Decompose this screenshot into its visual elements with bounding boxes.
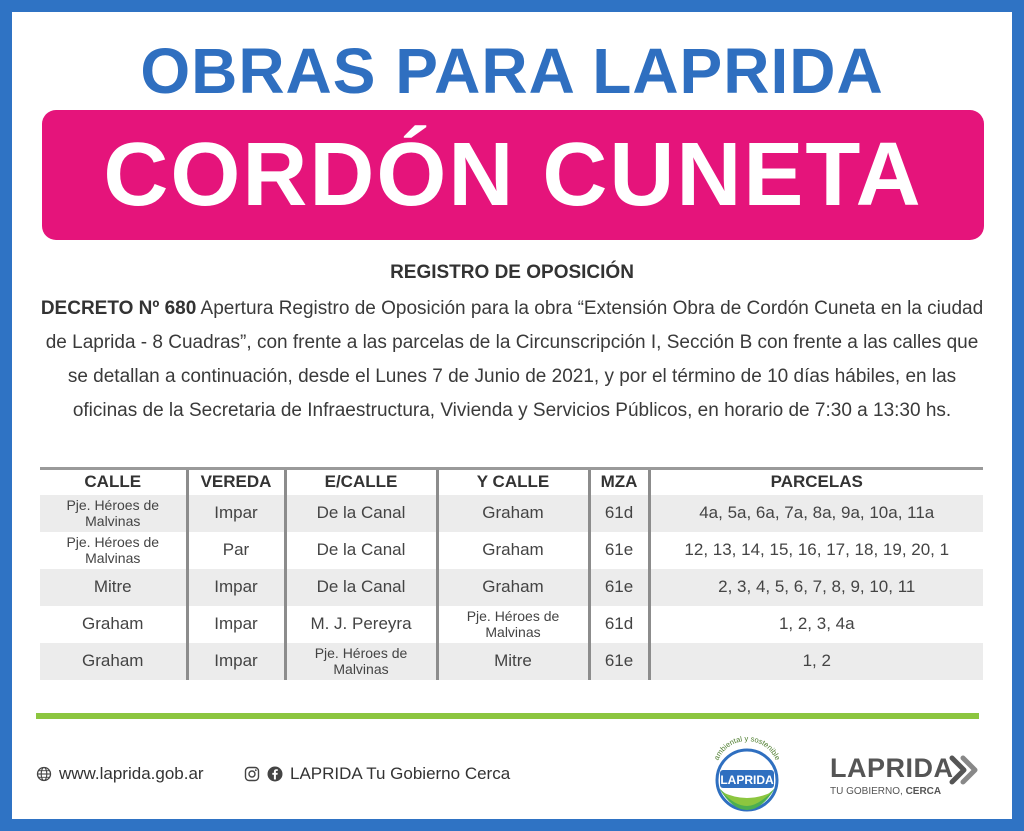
table-cell: Impar xyxy=(187,643,285,680)
title-banner xyxy=(42,110,984,240)
header-parcelas: PARCELAS xyxy=(649,469,983,495)
logo-text: LAPRIDA xyxy=(720,773,774,787)
laprida-brand xyxy=(830,753,980,803)
table-cell: 61e xyxy=(589,569,649,606)
brand-tagline xyxy=(830,786,941,797)
section-title: REGISTRO DE OPOSICIÓN xyxy=(390,262,634,283)
table-cell: Graham xyxy=(40,606,187,643)
table-cell: 1, 2, 3, 4a xyxy=(649,606,983,643)
table-cell: 61d xyxy=(589,495,649,532)
logo-arc-textpath: ambiental y sostenible xyxy=(711,733,783,762)
decreto-label: DECRETO Nº 680 xyxy=(40,298,197,319)
table-cell: De la Canal xyxy=(285,495,437,532)
poster xyxy=(12,12,1012,819)
page-title: OBRAS PARA LAPRIDA xyxy=(140,35,884,107)
brand-tagline-part: TU GOBIERNO, xyxy=(830,786,906,797)
table-cell: Mitre xyxy=(437,643,589,680)
table-cell: De la Canal xyxy=(285,569,437,606)
table-cell: 12, 13, 14, 15, 16, 17, 18, 19, 20, 1 xyxy=(649,532,983,569)
table-cell: Graham xyxy=(437,532,589,569)
table-cell: Graham xyxy=(40,643,187,680)
table-cell: 61e xyxy=(589,532,649,569)
table-row xyxy=(40,606,983,643)
facebook-icon[interactable] xyxy=(267,766,283,782)
divider xyxy=(36,713,979,719)
table-cell: 1, 2 xyxy=(649,643,983,680)
header-entre-calle: E/CALLE xyxy=(285,469,437,495)
announcement-body: Apertura Registro de Oposición para la obra “Extensión Obra de Cordón Cuneta en la ciudad de Laprida - 8 Cuadras”, con frente a las parcelas de la Circunscripción I, Sección B con frente a las calles que se detallan a continuación, desde el Lunes 7 de Junio de 2021, y por el término de 10 días hábiles, en las oficinas de la Secretaria de Infraestructura, Vivienda y Servicios Públicos, en horario de 7:30 a 13:30 hs. xyxy=(45,298,984,421)
table-cell: Graham xyxy=(437,569,589,606)
website-text: www.laprida.gob.ar xyxy=(59,764,204,783)
table-cell: Graham xyxy=(437,495,589,532)
laprida-sustainable-logo xyxy=(702,732,792,820)
instagram-icon[interactable] xyxy=(244,766,260,782)
table-cell: 61e xyxy=(589,643,649,680)
header-calle: CALLE xyxy=(40,469,187,495)
table-cell: Par xyxy=(187,532,285,569)
banner-title: CORDÓN CUNETA xyxy=(103,124,923,225)
table-row xyxy=(40,643,983,680)
table-cell: Pje. Héroes de Malvinas xyxy=(40,532,187,569)
header-y-calle: Y CALLE xyxy=(437,469,589,495)
social-links[interactable] xyxy=(244,764,510,784)
social-text: LAPRIDA Tu Gobierno Cerca xyxy=(290,764,511,783)
brand-name: LAPRIDA xyxy=(830,753,954,783)
globe-icon xyxy=(36,766,52,782)
website-link[interactable] xyxy=(36,764,204,784)
table-cell: Mitre xyxy=(40,569,187,606)
table-cell: Impar xyxy=(187,495,285,532)
table-cell: Impar xyxy=(187,569,285,606)
table-cell: De la Canal xyxy=(285,532,437,569)
chevron-right-icon xyxy=(948,755,980,785)
table-cell: Pje. Héroes de Malvinas xyxy=(40,495,187,532)
table-cell: Pje. Héroes de Malvinas xyxy=(437,606,589,643)
table-row xyxy=(40,495,983,532)
table-cell: Impar xyxy=(187,606,285,643)
header-vereda: VEREDA xyxy=(187,469,285,495)
brand-tagline-strong: CERCA xyxy=(905,786,942,797)
table-cell: 4a, 5a, 6a, 7a, 8a, 9a, 10a, 11a xyxy=(649,495,983,532)
announcement-text xyxy=(34,292,990,428)
table-cell: Pje. Héroes de Malvinas xyxy=(285,643,437,680)
header-mza: MZA xyxy=(589,469,649,495)
table-row xyxy=(40,569,983,606)
table-cell: 61d xyxy=(589,606,649,643)
table-row xyxy=(40,532,983,569)
table-cell: 2, 3, 4, 5, 6, 7, 8, 9, 10, 11 xyxy=(649,569,983,606)
table-header-row xyxy=(40,469,983,495)
table-cell: M. J. Pereyra xyxy=(285,606,437,643)
works-table xyxy=(40,467,983,680)
